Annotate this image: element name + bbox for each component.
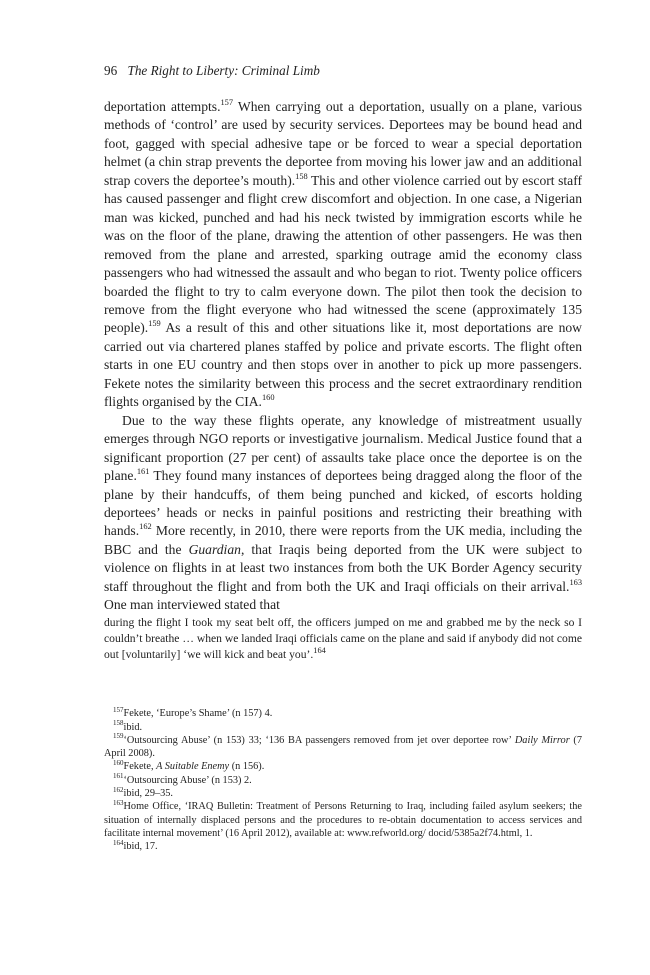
- main-text: [104, 98, 582, 663]
- book-page: [104, 62, 582, 854]
- footnote: $^{164}$ibid, 17.: [113, 838, 158, 853]
- note-reference: 161: [113, 772, 124, 781]
- footnote: $^{160}$Fekete, A Suitable Enemy (n 156).: [113, 759, 265, 773]
- running-title: The Right to Liberty: Criminal Limb: [127, 63, 320, 78]
- italic-text: Daily Mirror: [514, 734, 570, 746]
- paragraph-2: Due to the way these flights operate, any knowledge of mistreatment usually emerges through NGO reports or investigative journalism. Medical Justice found that a significant proportion (27 per cent) of assaults take place once the deportee is on the plane.$^{161}$ They found many instances of deportees being dragged along the floor of the plane by their handcuffs, of them being punched and kicked, of escorts holding deportees’ heads or necks in painful positions and restricting their breathing with hands.$^{162}$ More recently, in 2010, there were reports from the UK media, including the BBC and the Guardian, that Iraqis being deported from the UK were subject to violence on flights in at least two instances from both the UK Border Agency security staff throughout the flight and from both the UK and Iraqi officials on their arrival.$^{163}$ One man interviewed stated that: [104, 412, 582, 613]
- footnote: $^{158}$ibid.: [113, 719, 143, 733]
- running-head: [104, 62, 582, 80]
- footnote: $^{163}$Home Office, ‘IRAQ Bulletin: Treatment of Persons Returning to Iraq, including failed asylum seekers; the situation of internally displaced persons and the procedures to re-obtain documentation to access services and facilitate internal movement’ (16 April 2012), available at: www.refworld.org/ docid/5385a2f74.html, 1.: [104, 798, 582, 839]
- italic-text: A Suitable Enemy: [156, 761, 230, 773]
- footnote: $^{157}$Fekete, ‘Europe’s Shame’ (n 157) 4.: [113, 705, 273, 720]
- note-reference: 160: [261, 393, 275, 403]
- footnote: $^{159}$‘Outsourcing Abuse’ (n 153) 33; ‘136 BA passengers removed from jet over deportee row’ Daily Mirror (7 April 2008).: [104, 732, 582, 760]
- note-reference: 161: [136, 467, 150, 477]
- note-reference: 162: [113, 785, 124, 794]
- page-number: 96: [104, 63, 118, 78]
- note-reference: 163: [569, 577, 582, 587]
- footnote: $^{161}$‘Outsourcing Abuse’ (n 153) 2.: [113, 772, 252, 786]
- footnote: $^{162}$ibid, 29–35.: [113, 785, 173, 800]
- block-quote: during the flight I took my seat belt off, the officers jumped on me and grabbed me by the neck so I couldn’t breathe … when we landed Iraqi officials came on the plane and said if anybody did not come out [voluntarily] ‘we will kick and beat you’.$^{164}$: [104, 615, 582, 662]
- note-reference: 158: [295, 171, 308, 181]
- note-reference: 164: [313, 645, 326, 655]
- note-reference: 157: [113, 705, 124, 714]
- note-reference: 157: [220, 97, 234, 107]
- note-reference: 160: [113, 759, 124, 768]
- note-reference: 158: [113, 719, 124, 728]
- note-reference: 159: [148, 319, 161, 329]
- note-reference: 163: [113, 798, 124, 807]
- note-reference: 159: [113, 732, 124, 741]
- note-reference: 162: [139, 522, 152, 532]
- footnotes: [104, 707, 582, 853]
- paragraph-1: deportation attempts.$^{157}$ When carrying out a deportation, usually on a plane, various methods of ‘control’ are used by security services. Deportees may be bound head and foot, gagged with special adhesive tape or be forced to wear a special deportation helmet (a chin strap prevents the deportee from moving his lower jaw and an additional strap covers the deportee’s mouth).$^{158}$ This and other violence carried out by escort staff has caused passenger and flight crew discomfort and objection. In one case, a Nigerian man was kicked, punched and had his neck twisted by immigration escorts while he was on the floor of the plane, drawing the attention of other passengers. He was then removed from the plane and arrested, sparking outrage amid the economy class passengers who had witnessed the assault and who began to riot. Twenty police officers boarded the flight to try to calm everyone down. The pilot then took the decision to remove from the flight everyone who had witnessed the scene (approximately 135 people).$^{159}$ As a result of this and other situations like it, most deportations are now carried out via chartered planes staffed by police and private escorts. The flight often starts in one EU country and then stops over in another to pick up more passengers. Fekete notes the similarity between this process and the secret extraordinary rendition flights organised by the CIA.$^{160}$: [104, 97, 582, 410]
- italic-text: Guardian: [188, 541, 241, 557]
- note-reference: 164: [113, 838, 124, 847]
